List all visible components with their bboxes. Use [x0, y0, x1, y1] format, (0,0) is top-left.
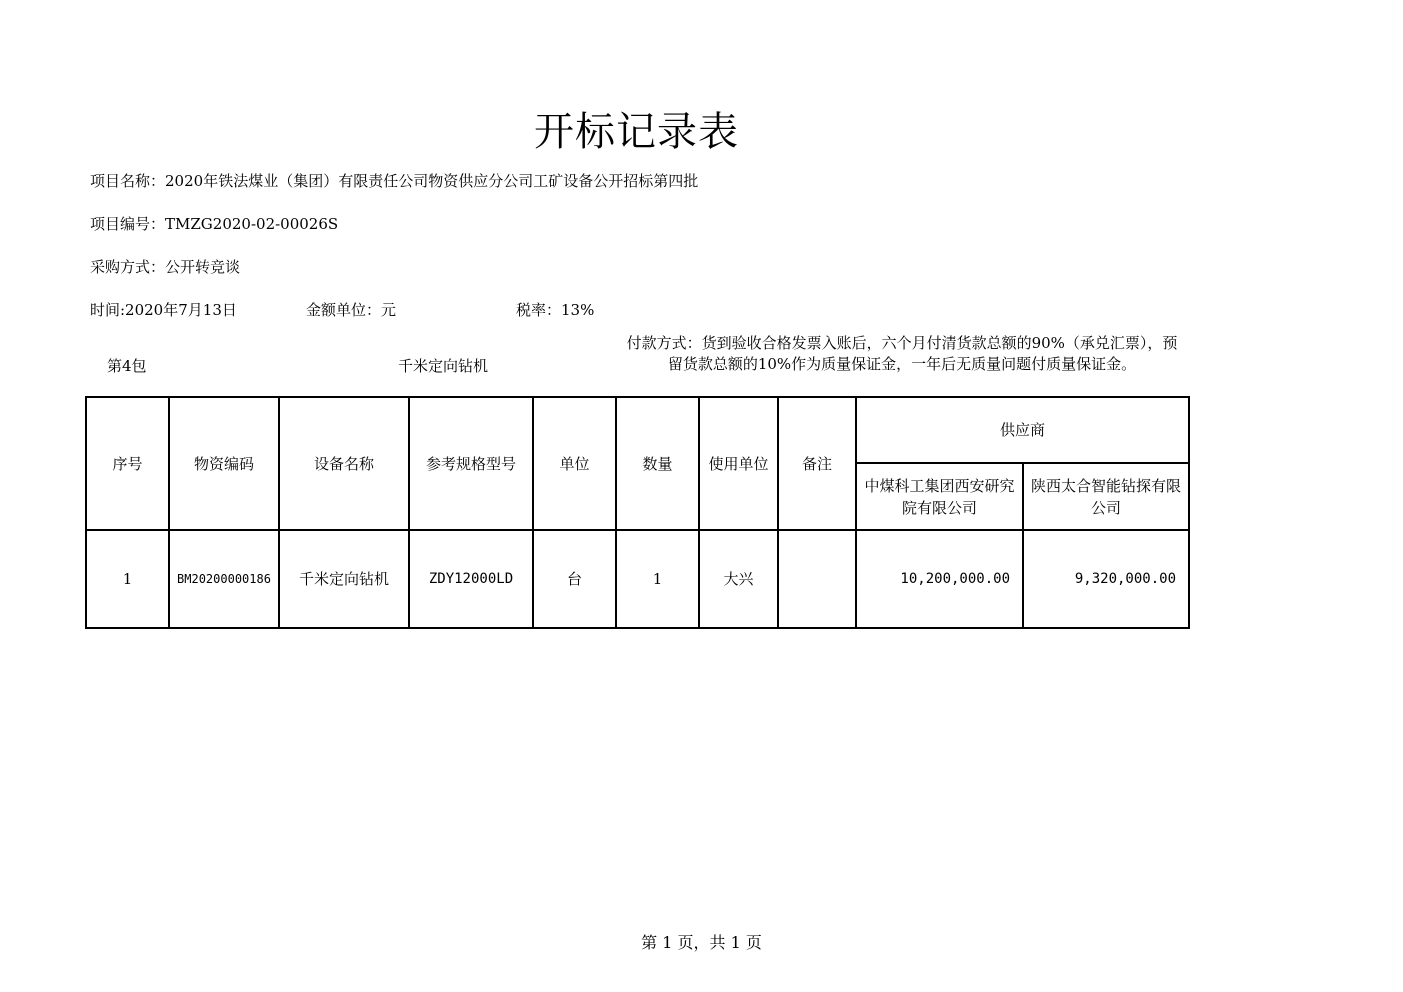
project-code-line	[90, 213, 338, 234]
package-name: 千米定向钻机	[398, 357, 489, 375]
purchase-method: 公开转竞谈	[165, 258, 241, 276]
purchase-method-line	[90, 256, 240, 277]
header-equipment-name: 设备名称	[279, 397, 409, 530]
header-unit: 单位	[533, 397, 616, 530]
project-name-label: 项目名称：	[90, 172, 166, 190]
header-no: 序号	[86, 397, 169, 530]
supplier-1: 中煤科工集团西安研究院有限公司	[856, 463, 1023, 530]
header-model: 参考规格型号	[409, 397, 533, 530]
project-name: 2020年铁法煤业（集团）有限责任公司物资供应分公司工矿设备公开招标第四批	[165, 172, 699, 190]
cell-price-supplier-2: 9,320,000.00	[1023, 530, 1189, 628]
cell-no: 1	[86, 530, 169, 628]
header-supplier: 供应商	[856, 397, 1189, 463]
package-number: 第4包	[107, 357, 147, 375]
project-code-label: 项目编号：	[90, 215, 166, 233]
table-row	[86, 530, 1189, 628]
header-remarks: 备注	[778, 397, 856, 530]
purchase-method-label: 采购方式：	[90, 258, 166, 276]
cell-user-unit: 大兴	[699, 530, 778, 628]
amount-unit: 金额单位：元	[306, 301, 397, 319]
payment-terms: 付款方式：货到验收合格发票入账后，六个月付清货款总额的90%（承兑汇票），预留货款总额的10%作为质量保证金，一年后无质量问题付质量保证金。	[626, 334, 1178, 373]
cell-material-code: BM20200000186	[169, 530, 279, 628]
header-row	[86, 397, 1189, 463]
cell-model: ZDY12000LD	[409, 530, 533, 628]
cell-unit: 台	[533, 530, 616, 628]
date: 时间:2020年7月13日	[90, 301, 237, 319]
project-name-line	[90, 170, 698, 191]
cell-remarks	[778, 530, 856, 628]
header-material-code: 物资编码	[169, 397, 279, 530]
cell-quantity: 1	[616, 530, 699, 628]
page-title: 开标记录表	[534, 109, 739, 155]
supplier-2: 陕西太合智能钻探有限公司	[1023, 463, 1189, 530]
header-user-unit: 使用单位	[699, 397, 778, 530]
cell-price-supplier-1: 10,200,000.00	[856, 530, 1023, 628]
header-quantity: 数量	[616, 397, 699, 530]
project-code: TMZG2020-02-00026S	[165, 215, 339, 233]
bid-record-table	[85, 396, 1190, 629]
tax-rate: 税率：13%	[516, 301, 595, 319]
page-footer: 第 1 页，共 1 页	[641, 933, 762, 952]
cell-equipment-name: 千米定向钻机	[279, 530, 409, 628]
